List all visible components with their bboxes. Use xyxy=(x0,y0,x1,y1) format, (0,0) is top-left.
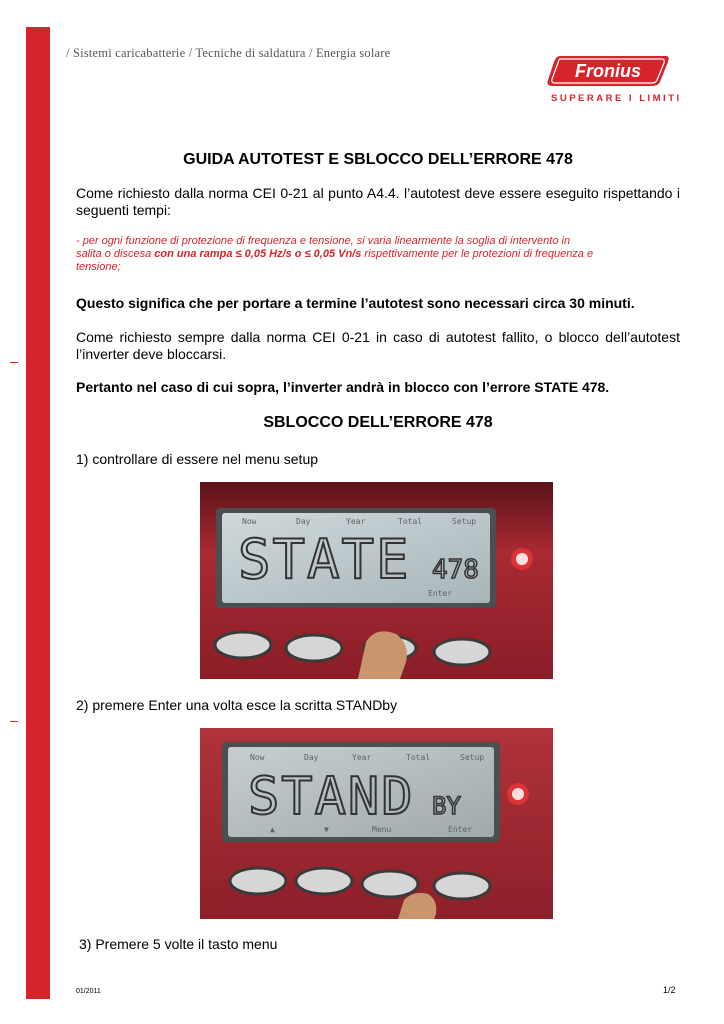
lcd-main-text: STAND xyxy=(248,767,415,827)
header-tagline: / Sistemi caricabatterie / Tecniche di saldatura / Energia solare xyxy=(66,46,391,60)
left-red-bar xyxy=(26,27,50,999)
inverter-display-photo-standby xyxy=(200,728,553,919)
svg-text:Setup: Setup xyxy=(452,517,477,526)
svg-text:▲: ▲ xyxy=(270,825,275,834)
error-statement: Pertanto nel caso di cui sopra, l’inverter andrà in blocco con l’errore STATE 478. xyxy=(76,379,610,395)
step-3: 3) Premere 5 volte il tasto menu xyxy=(79,936,278,952)
footer-date: 01/2011 xyxy=(76,988,101,995)
intro-paragraph: Come richiesto dalla norma CEI 0-21 al punto A4.4. l’autotest deve essere eseguito rispettando i seguenti tempi: xyxy=(76,185,680,218)
svg-text:Total: Total xyxy=(406,753,431,762)
step-1: 1) controllare di essere nel menu setup xyxy=(76,451,319,467)
step-2: 2) premere Enter una volta esce la scritta STANDby xyxy=(76,697,398,713)
svg-text:Menu: Menu xyxy=(372,825,392,834)
svg-text:Enter: Enter xyxy=(448,825,473,834)
svg-text:Now: Now xyxy=(242,517,257,526)
page-number: 1/2 xyxy=(663,985,676,995)
svg-text:Now: Now xyxy=(250,753,265,762)
logo-slogan: SUPERARE I LIMITI xyxy=(551,93,682,104)
lcd-code-text: 478 xyxy=(432,555,479,585)
svg-text:Setup: Setup xyxy=(460,753,485,762)
page-title: GUIDA AUTOTEST E SBLOCCO DELL’ERRORE 478 xyxy=(183,151,573,168)
ramp-note: - per ogni funzione di protezione di frequenza e tensione, si varia linearmente la soglia di intervento in salita o discesa con una rampa ≤ 0,05 Hz/s o ≤ 0,05 Vn/s rispettivamente per le protezioni di frequenza e tensione; xyxy=(76,235,594,273)
svg-text:Fronius: Fronius xyxy=(575,61,641,81)
fold-mark xyxy=(10,721,18,722)
fronius-logo xyxy=(546,52,670,88)
lcd-main-text: STATE xyxy=(238,528,411,591)
svg-text:Day: Day xyxy=(296,517,311,526)
svg-text:Year: Year xyxy=(346,517,366,526)
lcd-suffix-text: BY xyxy=(432,792,461,820)
svg-text:Total: Total xyxy=(398,517,423,526)
svg-text:Day: Day xyxy=(304,753,319,762)
section-title: SBLOCCO DELL’ERRORE 478 xyxy=(263,414,493,431)
duration-statement: Questo significa che per portare a termine l’autotest sono necessari circa 30 minuti. xyxy=(76,295,635,311)
svg-text:Year: Year xyxy=(352,753,372,762)
block-paragraph: Come richiesto sempre dalla norma CEI 0-21 in caso di autotest fallito, o blocco dell’autotest l’inverter deve bloccarsi. xyxy=(76,329,680,362)
svg-text:▼: ▼ xyxy=(324,825,329,834)
fold-mark xyxy=(10,362,18,363)
svg-text:Enter: Enter xyxy=(428,589,453,598)
inverter-display-photo-state xyxy=(200,482,553,679)
